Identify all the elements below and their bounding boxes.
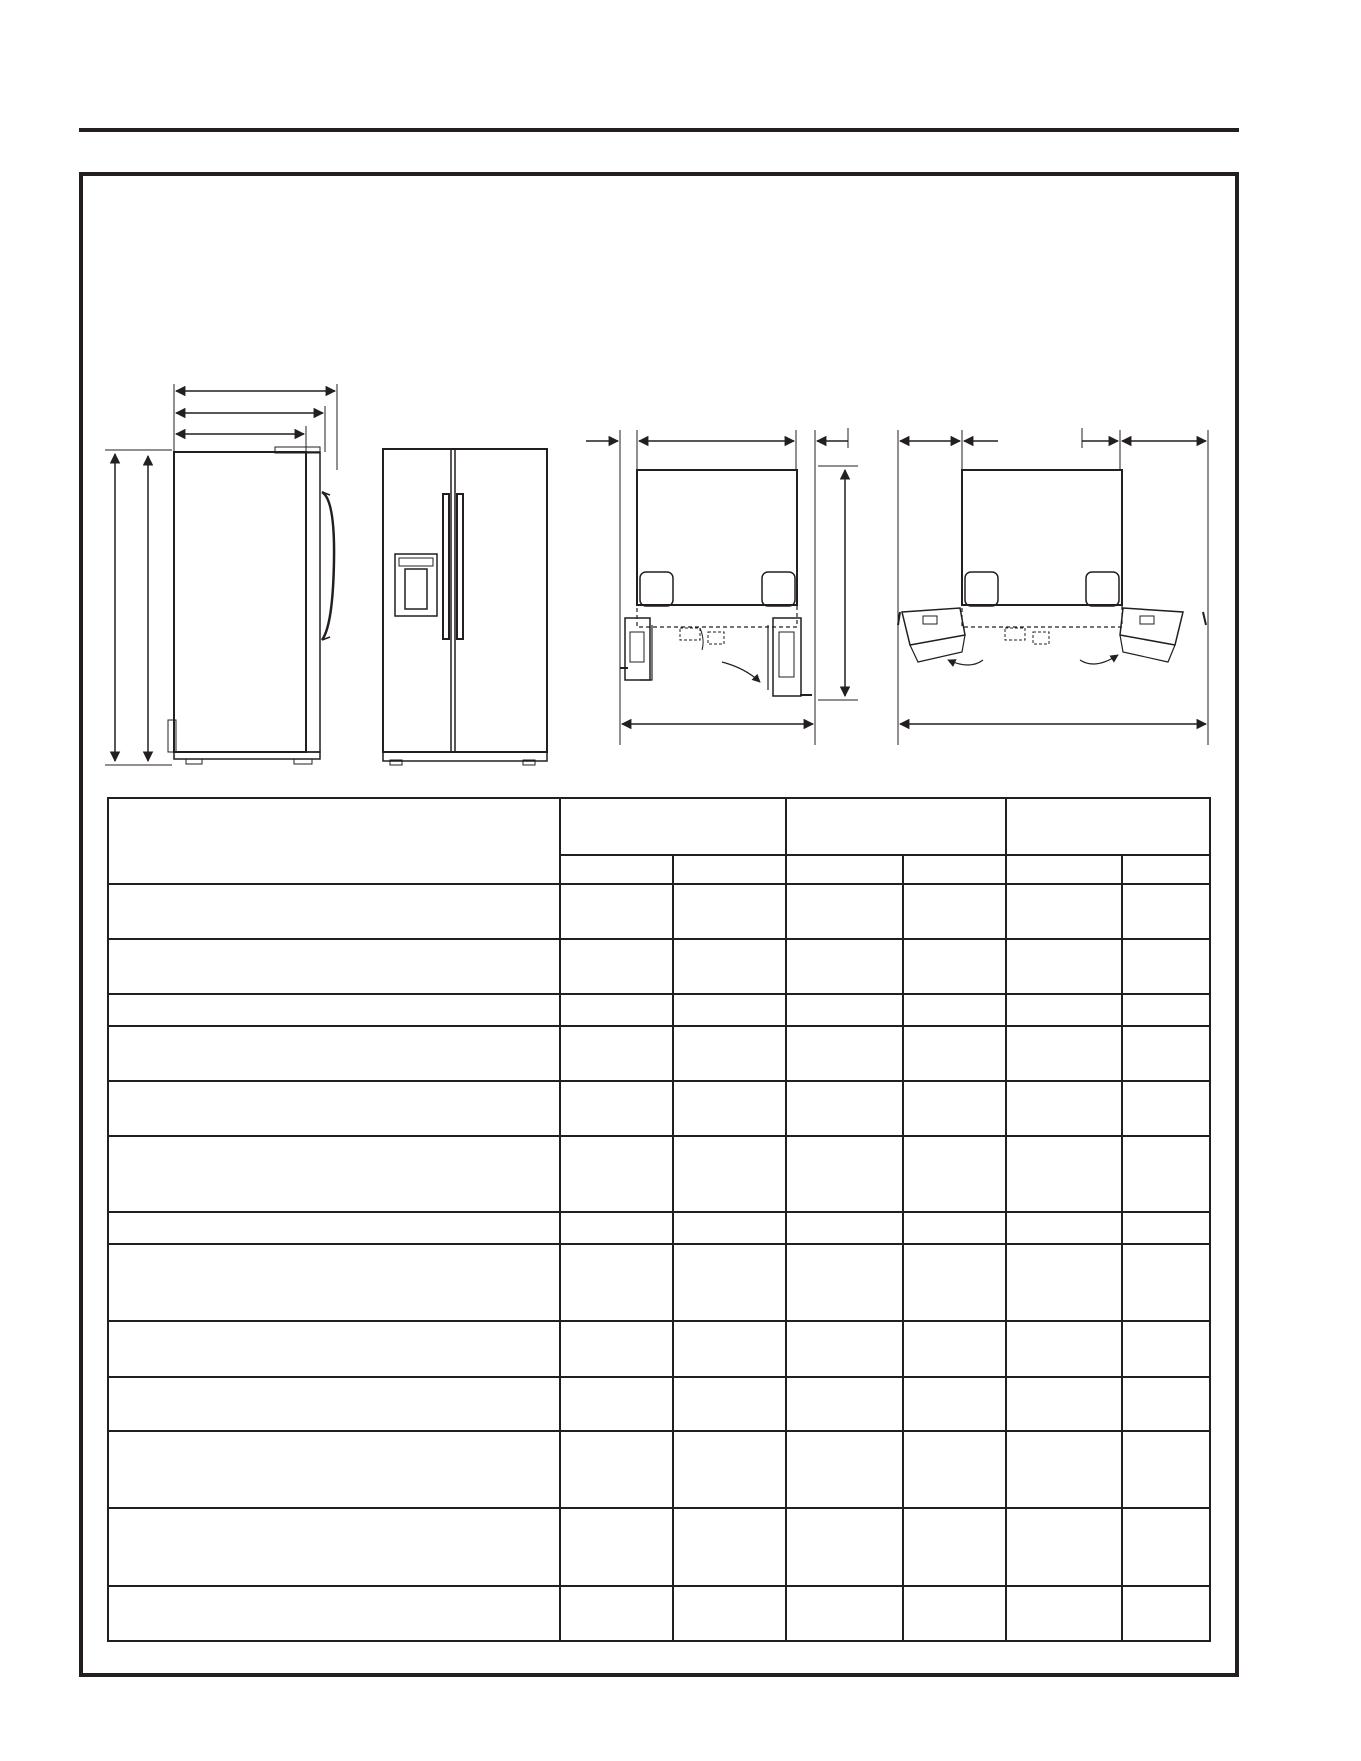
table-cell xyxy=(1122,1321,1210,1376)
table-cell xyxy=(903,1377,1006,1431)
table-cell xyxy=(1006,1377,1122,1431)
table-cell xyxy=(1122,994,1210,1026)
table-cell xyxy=(903,1136,1006,1212)
table-cell xyxy=(673,1244,786,1321)
table-cell xyxy=(560,884,673,938)
table-row xyxy=(108,1321,1210,1376)
table-cell xyxy=(786,1321,903,1376)
table-cell xyxy=(560,1244,673,1321)
table-cell xyxy=(673,1026,786,1081)
table-cell xyxy=(786,1026,903,1081)
table-cell xyxy=(560,939,673,994)
unit-header xyxy=(1122,855,1210,884)
unit-header xyxy=(1006,855,1122,884)
row-label xyxy=(108,1431,560,1508)
table-cell xyxy=(560,1026,673,1081)
table-cell xyxy=(1006,1431,1122,1508)
side-view-figure xyxy=(105,384,337,765)
table-cell xyxy=(786,884,903,938)
table-cell xyxy=(1122,939,1210,994)
table-cell xyxy=(560,1321,673,1376)
table-cell xyxy=(1122,1431,1210,1508)
table-cell xyxy=(786,1508,903,1585)
row-label xyxy=(108,1212,560,1244)
table-cell xyxy=(1122,884,1210,938)
table-cell xyxy=(560,1212,673,1244)
row-label xyxy=(108,884,560,938)
top-view-door-open-90 xyxy=(586,428,858,745)
table-cell xyxy=(560,1586,673,1641)
row-label xyxy=(108,1136,560,1212)
table-corner-label xyxy=(108,798,560,884)
table-cell xyxy=(903,994,1006,1026)
table-cell xyxy=(1006,1136,1122,1212)
table-cell xyxy=(1006,1508,1122,1585)
table-cell xyxy=(903,1244,1006,1321)
table-row xyxy=(108,1212,1210,1244)
table-cell xyxy=(1006,1586,1122,1641)
table-row xyxy=(108,1244,1210,1321)
table-row xyxy=(108,1081,1210,1135)
table-cell xyxy=(1006,939,1122,994)
row-label xyxy=(108,1026,560,1081)
table-cell xyxy=(1122,1136,1210,1212)
table-cell xyxy=(786,1431,903,1508)
table-cell xyxy=(786,994,903,1026)
table-cell xyxy=(786,1377,903,1431)
table-cell xyxy=(903,1321,1006,1376)
table-cell xyxy=(1122,1508,1210,1585)
top-view-door-open-full xyxy=(898,428,1208,745)
table-cell xyxy=(1006,1026,1122,1081)
row-label xyxy=(108,1586,560,1641)
table-cell xyxy=(1006,1321,1122,1376)
table-cell xyxy=(903,1431,1006,1508)
group-header-2 xyxy=(786,798,1006,855)
table-cell xyxy=(786,1081,903,1135)
table-row xyxy=(108,884,1210,938)
table-cell xyxy=(1122,1244,1210,1321)
table-row xyxy=(108,1136,1210,1212)
table-cell xyxy=(1006,994,1122,1026)
table-cell xyxy=(673,1136,786,1212)
table-cell xyxy=(1122,1586,1210,1641)
unit-header xyxy=(786,855,903,884)
unit-header xyxy=(673,855,786,884)
table-cell xyxy=(1122,1081,1210,1135)
table-row xyxy=(108,939,1210,994)
table-cell xyxy=(1122,1377,1210,1431)
table-cell xyxy=(1122,1212,1210,1244)
table-cell xyxy=(673,1377,786,1431)
table-cell xyxy=(903,1212,1006,1244)
table-cell xyxy=(560,994,673,1026)
table-cell xyxy=(1122,1026,1210,1081)
table-cell xyxy=(560,1377,673,1431)
row-label xyxy=(108,939,560,994)
table-cell xyxy=(560,1508,673,1585)
table-cell xyxy=(786,1136,903,1212)
row-label xyxy=(108,994,560,1026)
table-cell xyxy=(673,1586,786,1641)
table-cell xyxy=(786,1212,903,1244)
table-cell xyxy=(560,1136,673,1212)
table-cell xyxy=(786,939,903,994)
group-header-3 xyxy=(1006,798,1210,855)
row-label xyxy=(108,1377,560,1431)
table-cell xyxy=(1006,884,1122,938)
table-cell xyxy=(560,1431,673,1508)
table-cell xyxy=(786,1244,903,1321)
row-label xyxy=(108,1244,560,1321)
table-cell xyxy=(673,1321,786,1376)
table-row xyxy=(108,1377,1210,1431)
table-cell xyxy=(903,1026,1006,1081)
table-cell xyxy=(903,939,1006,994)
row-label xyxy=(108,1508,560,1585)
table-cell xyxy=(560,1081,673,1135)
unit-header xyxy=(560,855,673,884)
table-cell xyxy=(1006,1244,1122,1321)
unit-header xyxy=(903,855,1006,884)
dimensions-table xyxy=(107,797,1211,1642)
table-cell xyxy=(903,1508,1006,1585)
table-row xyxy=(108,1586,1210,1641)
table-cell xyxy=(673,994,786,1026)
row-label xyxy=(108,1321,560,1376)
table-cell xyxy=(673,939,786,994)
table-row xyxy=(108,1508,1210,1585)
table-cell xyxy=(673,884,786,938)
table-cell xyxy=(1006,1081,1122,1135)
table-row xyxy=(108,1026,1210,1081)
row-label xyxy=(108,1081,560,1135)
table-cell xyxy=(903,1586,1006,1641)
table-row xyxy=(108,994,1210,1026)
table-cell xyxy=(673,1508,786,1585)
table-cell xyxy=(786,1586,903,1641)
table-cell xyxy=(903,884,1006,938)
table-cell xyxy=(673,1212,786,1244)
front-view-figure xyxy=(383,449,547,765)
table-row xyxy=(108,1431,1210,1508)
group-header-1 xyxy=(560,798,786,855)
table-cell xyxy=(673,1081,786,1135)
table-cell xyxy=(903,1081,1006,1135)
dimension-diagrams xyxy=(0,0,1361,790)
table-cell xyxy=(673,1431,786,1508)
table-cell xyxy=(1006,1212,1122,1244)
